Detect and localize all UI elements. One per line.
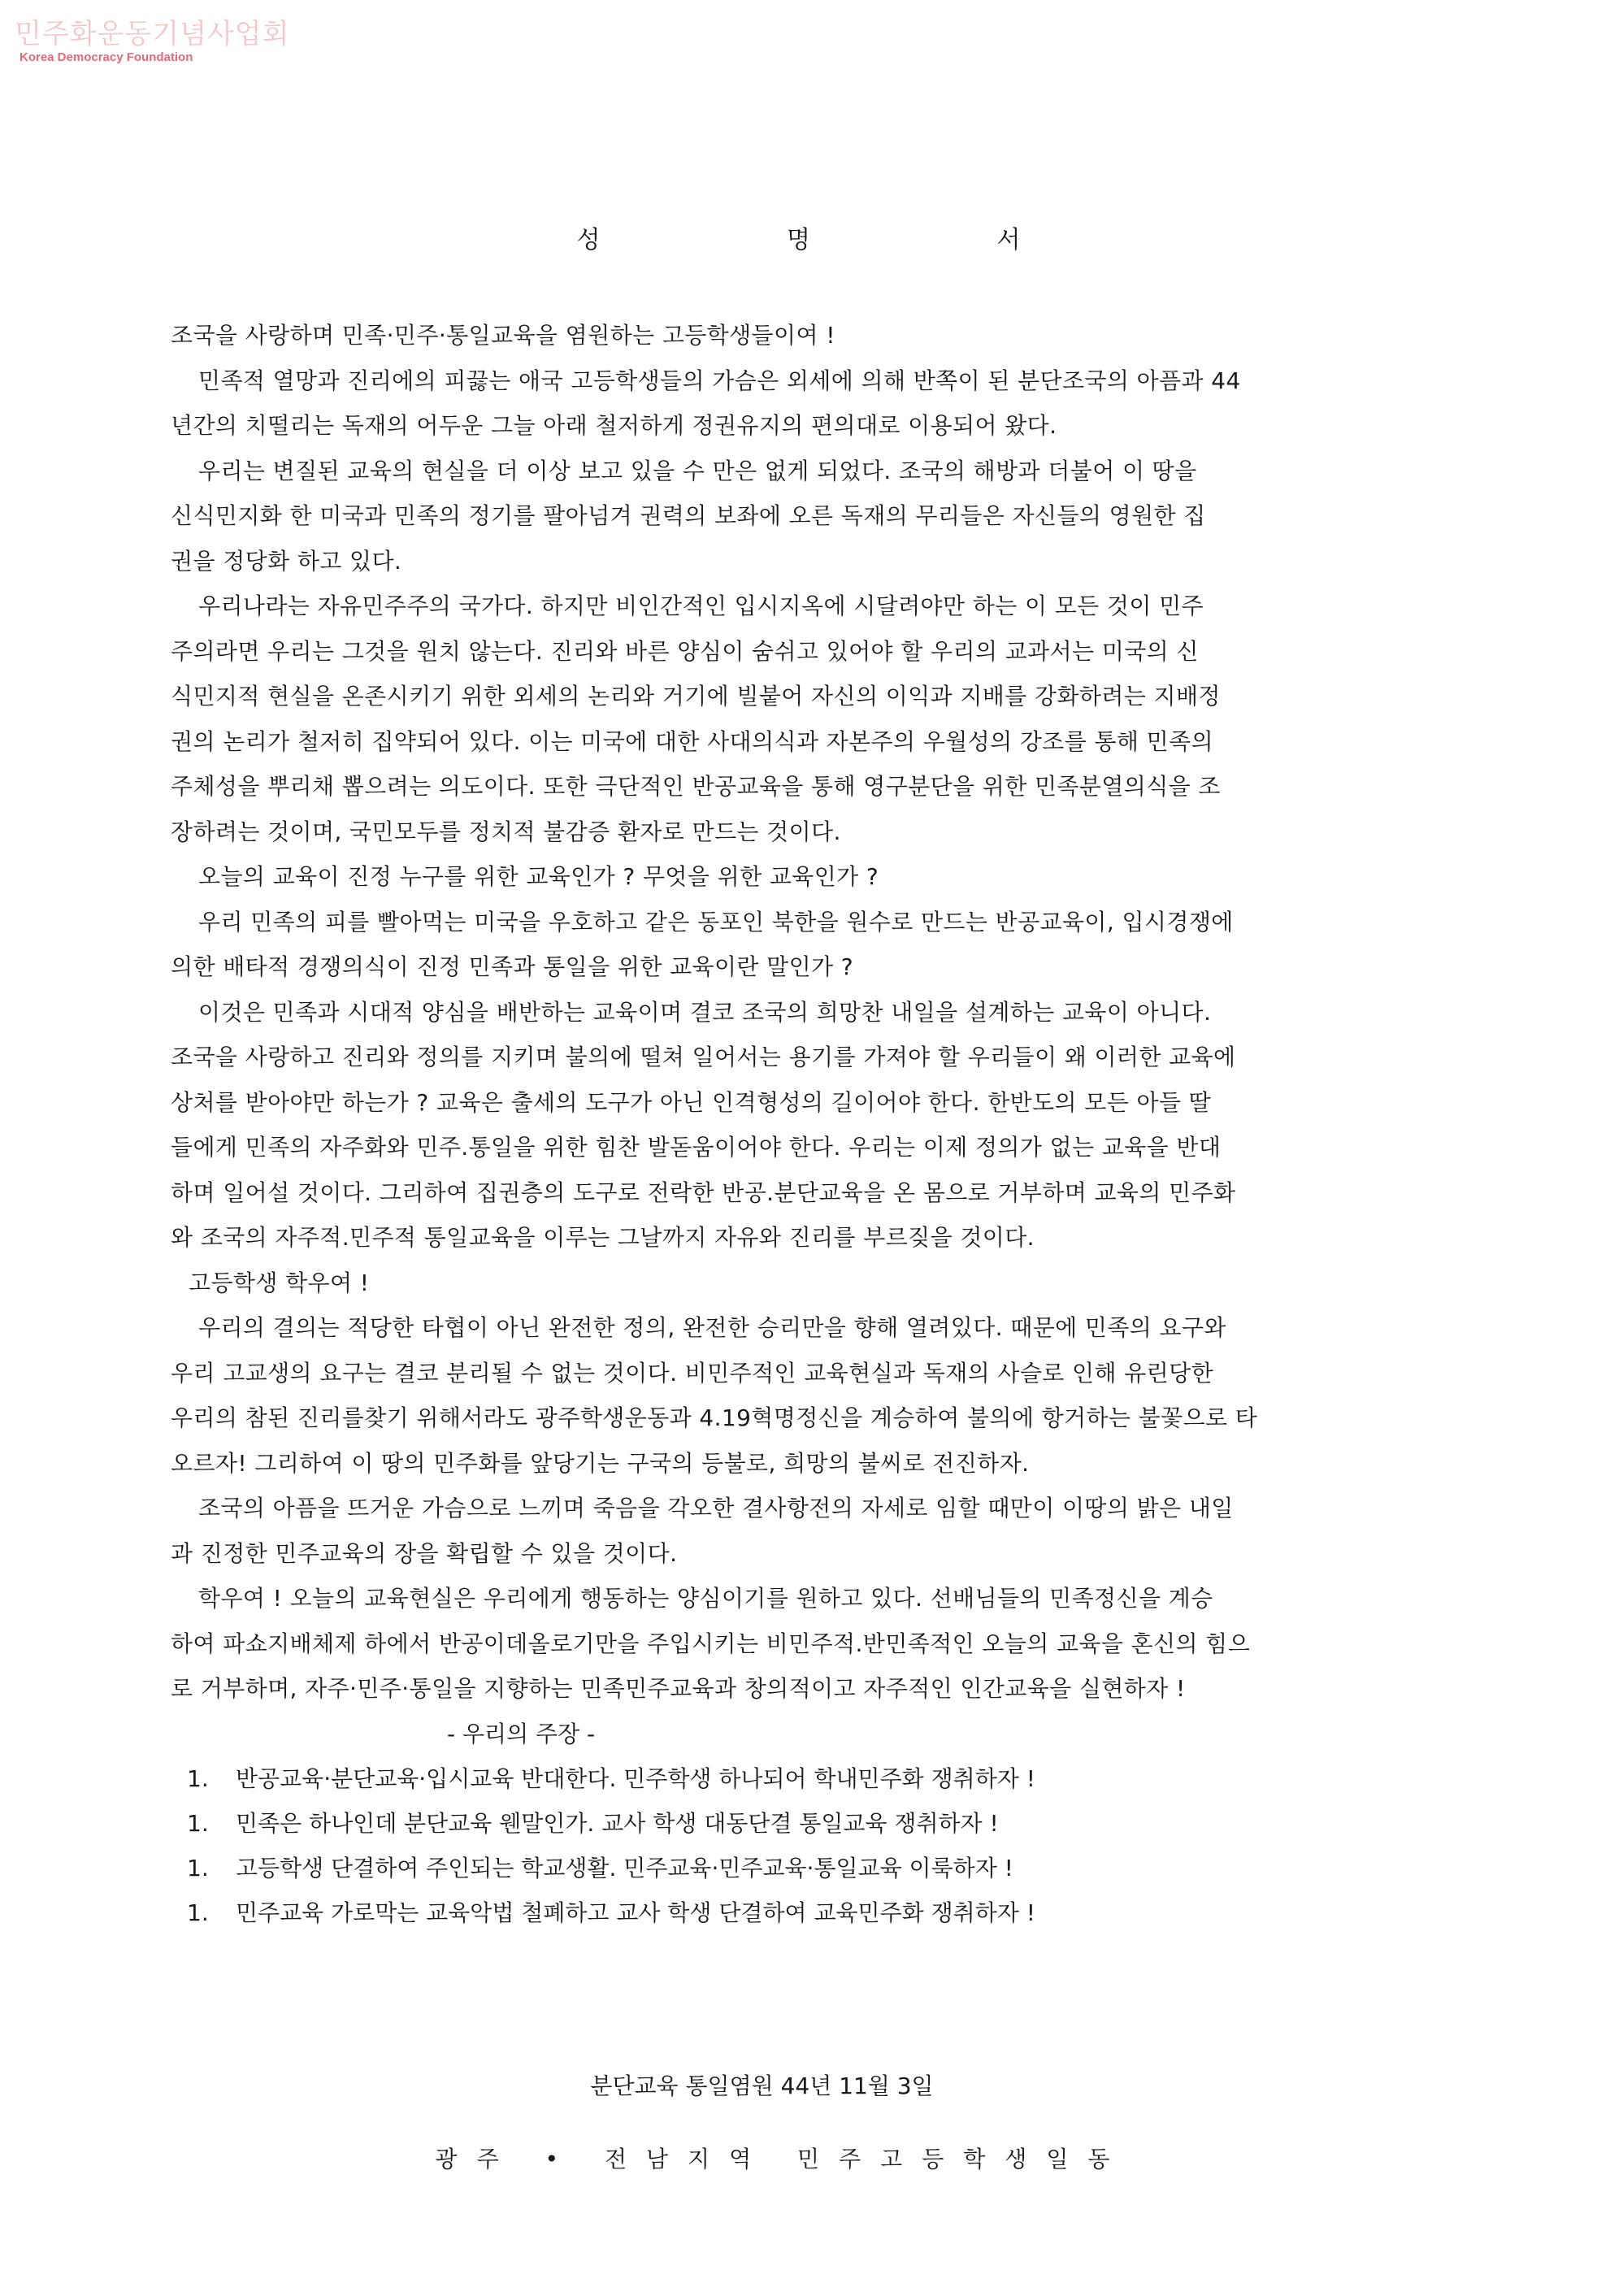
text-line: 신식민지화 한 미국과 민족의 정기를 팔아넘겨 권력의 보좌에 오른 독재의 무리들은 자신들의 영원한 집 <box>171 502 1206 529</box>
claim-number: 1. <box>187 1764 209 1792</box>
text-line: 로 거부하며, 자주·민주·통일을 지향하는 민족민주교육과 창의적이고 자주적인 인간교육을 실현하자 ! <box>171 1675 1186 1702</box>
text-line: 하며 일어설 것이다. 그리하여 집권층의 도구로 전락한 반공.분단교육을 온 몸으로 거부하며 교육의 민주화 <box>171 1178 1236 1206</box>
text-line: 오늘의 교육이 진정 누구를 위한 교육인가 ? 무엇을 위한 교육인가 ? <box>198 863 879 890</box>
issuing-organization: 광주 • 전남지역 민주고등학생일동 <box>435 2146 1130 2172</box>
text-line: 와 조국의 자주적.민주적 통일교육을 이루는 그날까지 자유와 진리를 부르짖을 것이다. <box>171 1224 1035 1251</box>
text-line: 조국의 아픔을 뜨거운 가슴으로 느끼며 죽음을 각오한 결사항전의 자세로 임할 때만이 이땅의 밝은 내일 <box>198 1495 1234 1521</box>
text-line: 과 진정한 민주교육의 장을 확립할 수 있을 것이다. <box>171 1539 678 1567</box>
text-line: 상처를 받아야만 하는가 ? 교육은 출세의 도구가 아닌 인격형성의 길이어야 한다. 한반도의 모든 아들 딸 <box>171 1088 1212 1116</box>
watermark-english-name: Korea Democracy Foundation <box>20 50 193 64</box>
document-title: 성 명 서 <box>576 226 1110 254</box>
claims-heading: - 우리의 주장 - <box>447 1720 596 1747</box>
text-line: 조국을 사랑하고 진리와 정의를 지키며 불의에 떨쳐 일어서는 용기를 가져야 할 우리들이 왜 이러한 교육에 <box>171 1044 1236 1070</box>
text-line: 고등학생 학우여 ! <box>189 1269 370 1296</box>
text-line: 하여 파쇼지배체제 하에서 반공이데올로기만을 주입시키는 비민주적.반민족적인 오늘의 교육을 혼신의 힘으 <box>171 1630 1251 1657</box>
text-line: 우리나라는 자유민주주의 국가다. 하지만 비인간적인 입시지옥에 시달려야만 하는 이 모든 것이 민주 <box>198 592 1204 619</box>
watermark-korean-name: 민주화운동기념사업회 <box>15 18 290 50</box>
text-line: 장하려는 것이며, 국민모두를 정치적 불감증 환자로 만드는 것이다. <box>171 818 841 845</box>
text-line: 주체성을 뿌리채 뽑으려는 의도이다. 또한 극단적인 반공교육을 통해 영구분단을 위한 민족분열의식을 조 <box>171 773 1221 800</box>
claim-item <box>171 1846 1422 1890</box>
claim-text: 고등학생 단결하여 주인되는 학교생활. 민주교육·민주교육·통일교육 이룩하자 ! <box>236 1854 1013 1882</box>
text-line: 년간의 치떨리는 독재의 어두운 그늘 아래 철저하게 정권유지의 편의대로 이용되어 왔다. <box>171 412 1057 439</box>
text-line: 권의 논리가 철저히 집약되어 있다. 이는 미국에 대한 사대의식과 자본주의 우월성의 강조를 통해 민족의 <box>171 727 1214 755</box>
text-line: 우리의 참된 진리를찾기 위해서라도 광주학생운동과 4.19혁명정신을 계승하여 불의에 항거하는 불꽃으로 타 <box>171 1404 1258 1431</box>
statement-body <box>171 313 1422 1935</box>
claim-item <box>171 1801 1422 1846</box>
document-date: 분단교육 통일염원 44년 11월 3일 <box>590 2072 934 2099</box>
text-line: 권을 정당화 하고 있다. <box>171 547 402 575</box>
text-line: 들에게 민족의 자주화와 민주.통일을 위한 힘찬 발돋움이어야 한다. 우리는 이제 정의가 없는 교육을 반대 <box>171 1134 1222 1161</box>
claim-item <box>171 1756 1422 1801</box>
claim-text: 민족은 하나인데 분단교육 웬말인가. 교사 학생 대동단결 통일교육 쟁취하자 ! <box>236 1809 999 1837</box>
text-line: 민족적 열망과 진리에의 피끓는 애국 고등학생들의 가슴은 외세에 의해 반쪽이 된 분단조국의 아픔과 44 <box>198 367 1241 394</box>
claim-text: 반공교육·분단교육·입시교육 반대한다. 민주학생 하나되어 학내민주화 쟁취하자 ! <box>236 1764 1035 1792</box>
foundation-watermark <box>15 18 290 75</box>
text-line: 오르자! 그리하여 이 땅의 민주화를 앞당기는 구국의 등불로, 희망의 불씨로 전진하자. <box>171 1449 1030 1477</box>
claim-item <box>171 1890 1422 1935</box>
claim-text: 민주교육 가로막는 교육악법 철폐하고 교사 학생 단결하여 교육민주화 쟁취하자 ! <box>236 1899 1035 1926</box>
text-line: 식민지적 현실을 온존시키기 위한 외세의 논리와 거기에 빌붙어 자신의 이익과 지배를 강화하려는 지배정 <box>171 683 1221 710</box>
claim-number: 1. <box>187 1809 209 1837</box>
text-line: 우리 고교생의 요구는 결코 분리될 수 없는 것이다. 비민주적인 교육현실과 독재의 사슬로 인해 유린당한 <box>171 1359 1214 1387</box>
text-line: 우리 민족의 피를 빨아먹는 미국을 우호하고 같은 동포인 북한을 원수로 만드는 반공교육이, 입시경쟁에 <box>198 908 1234 935</box>
text-line: 조국을 사랑하며 민족·민주·통일교육을 염원하는 고등학생들이여 ! <box>171 322 835 349</box>
text-line: 이것은 민족과 시대적 양심을 배반하는 교육이며 결코 조국의 희망찬 내일을 설계하는 교육이 아니다. <box>198 998 1212 1026</box>
text-line: 학우여 ! 오늘의 교육현실은 우리에게 행동하는 양심이기를 원하고 있다. 선배님들의 민족정신을 계승 <box>198 1585 1213 1612</box>
text-line: 의한 배타적 경쟁의식이 진정 민족과 통일을 위한 교육이란 말인가 ? <box>171 953 854 980</box>
text-line: 우리는 변질된 교육의 현실을 더 이상 보고 있을 수 만은 없게 되었다. 조국의 해방과 더불어 이 땅을 <box>198 457 1197 484</box>
text-line: 우리의 결의는 적당한 타협이 아닌 완전한 정의, 완전한 승리만을 향해 열려있다. 때문에 민족의 요구와 <box>198 1314 1226 1341</box>
text-line: 주의라면 우리는 그것을 원치 않는다. 진리와 바른 양심이 숨쉬고 있어야 할 우리의 교과서는 미국의 신 <box>171 637 1199 665</box>
claim-number: 1. <box>187 1899 209 1926</box>
claim-number: 1. <box>187 1854 209 1882</box>
